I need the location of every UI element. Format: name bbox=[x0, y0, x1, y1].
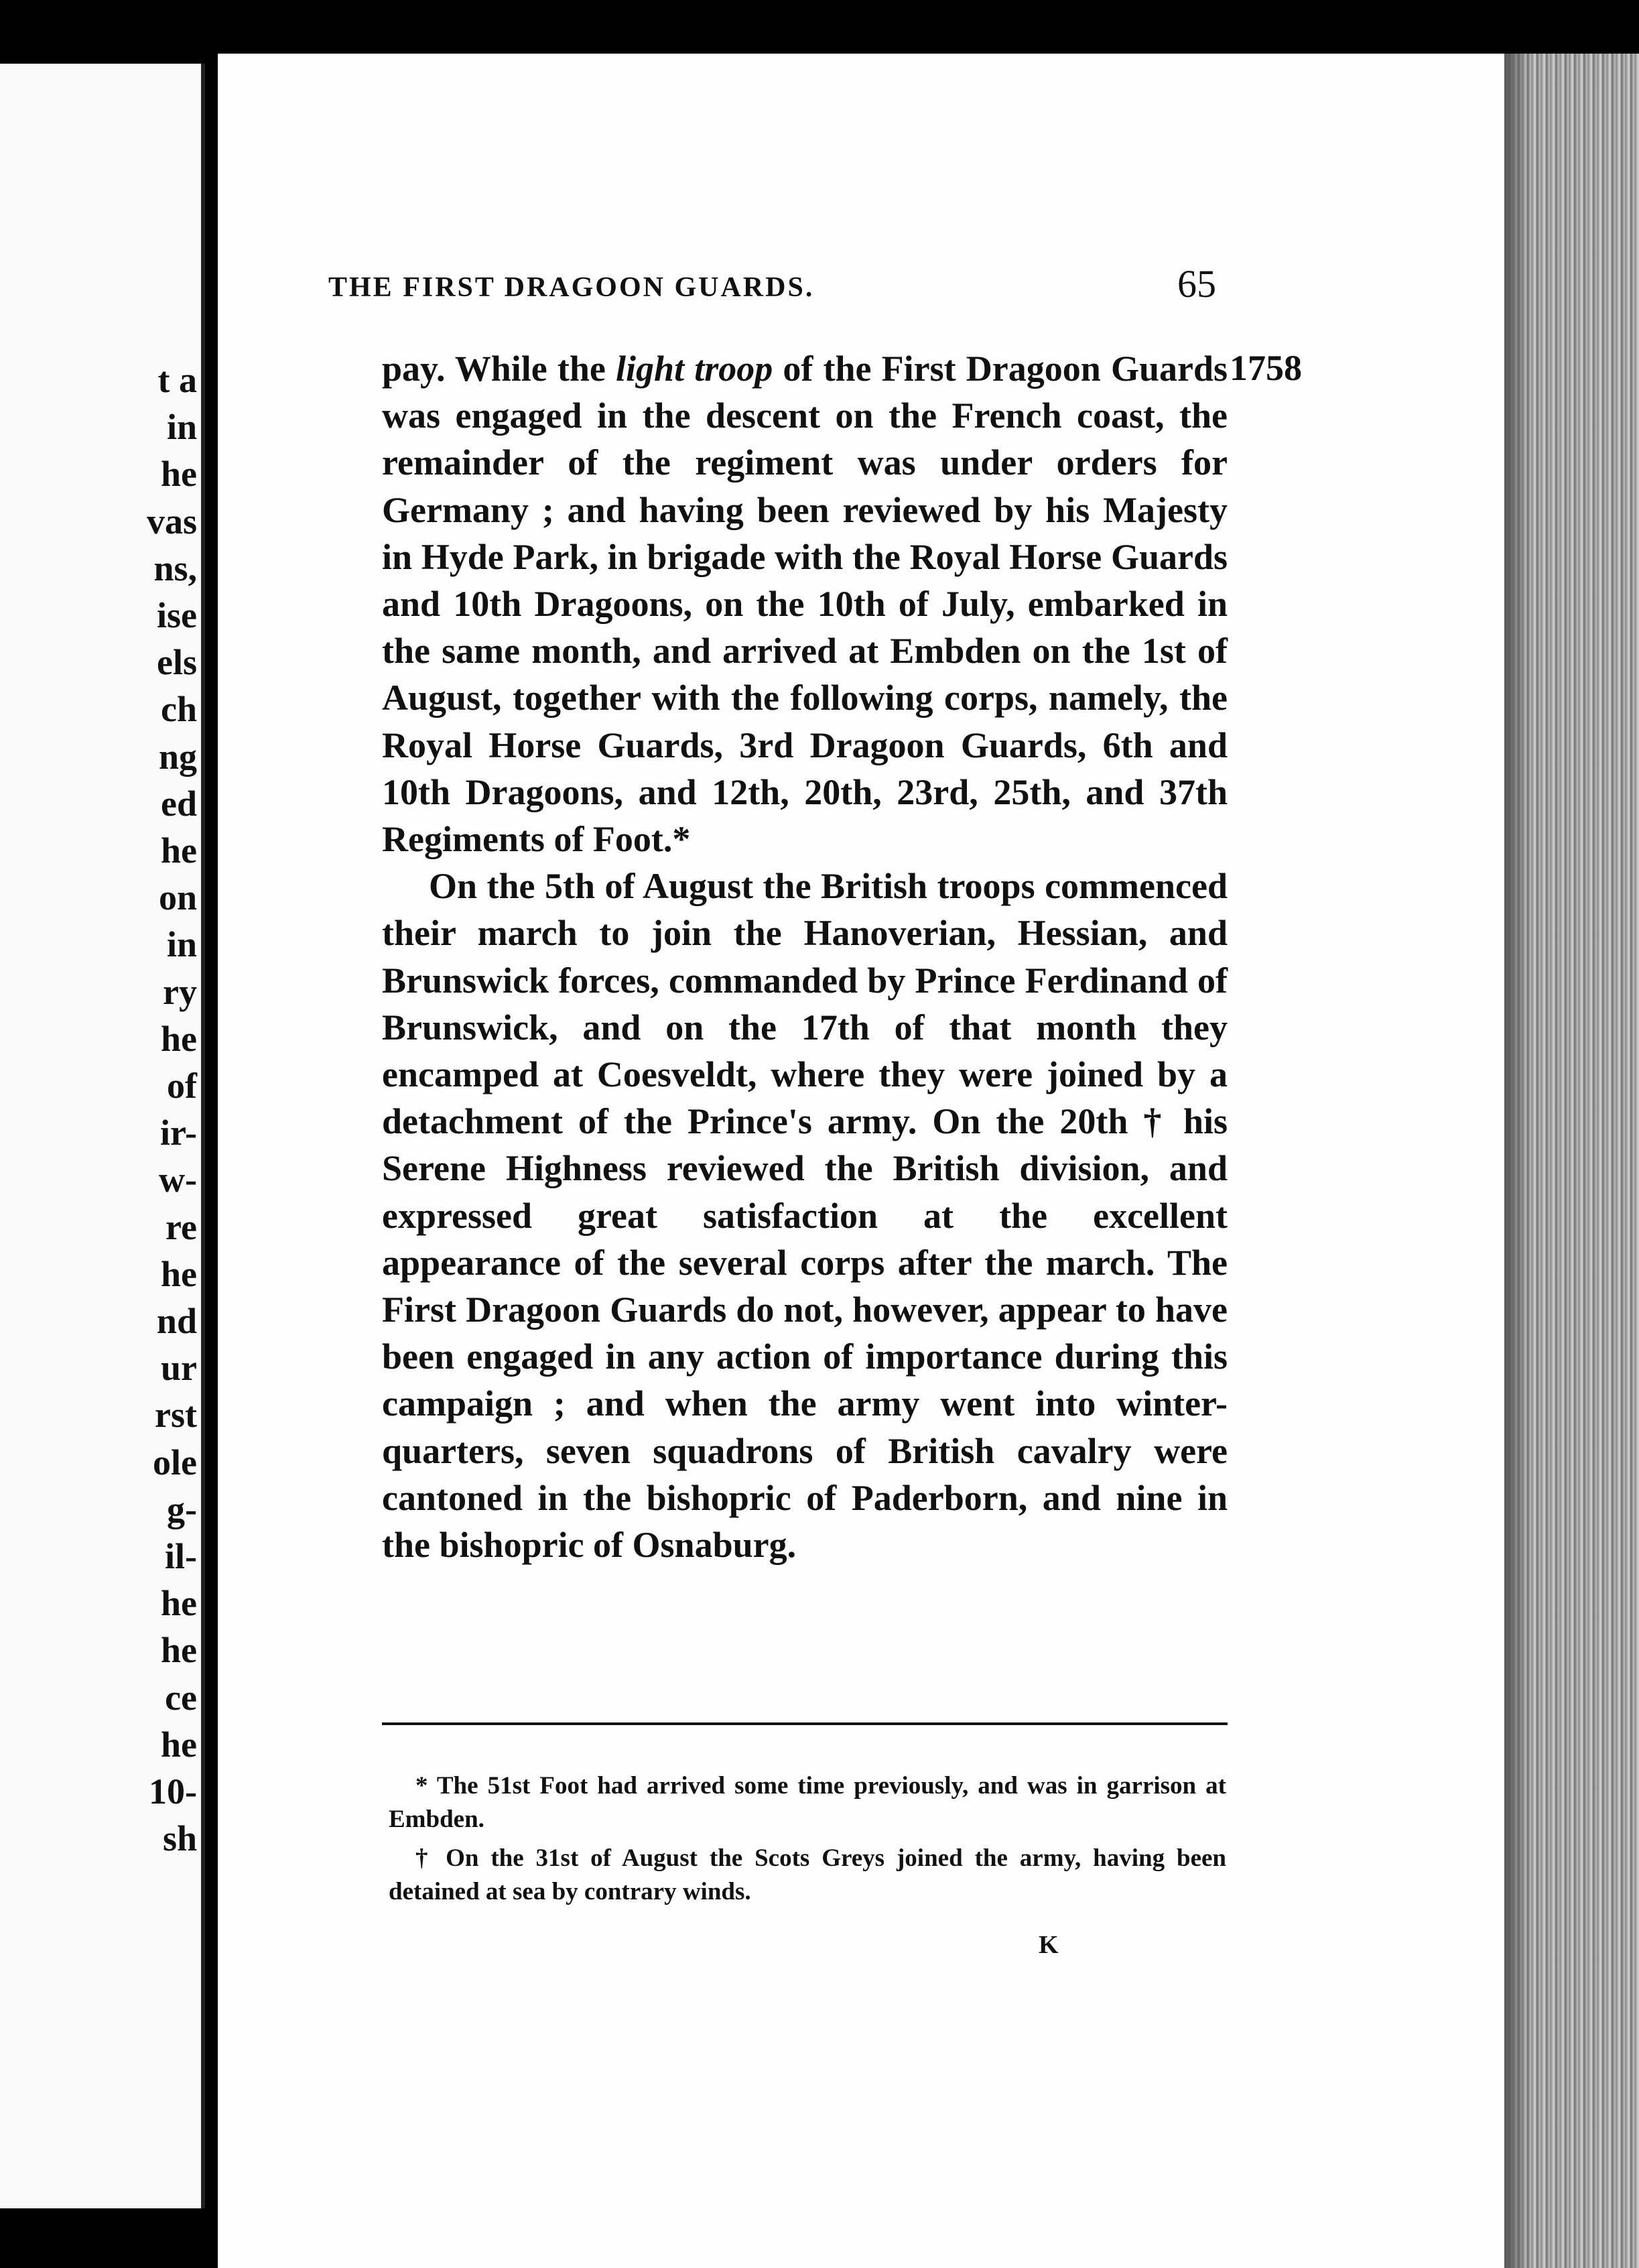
facing-page-fragment: he bbox=[161, 454, 197, 495]
facing-page-fragment: he bbox=[161, 1018, 197, 1059]
facing-page-fragment: he bbox=[161, 1724, 197, 1765]
facing-page-fragment: w- bbox=[159, 1159, 197, 1200]
facing-page-fragment: ng bbox=[158, 736, 197, 777]
page-edges-shadow bbox=[1504, 54, 1531, 2268]
facing-page-fragment: in bbox=[166, 924, 197, 965]
signature-mark: K bbox=[1039, 1931, 1059, 1959]
facing-page-fragment: he bbox=[161, 1253, 197, 1294]
margin-year: 1758 bbox=[1230, 348, 1302, 388]
paragraph-1-start: pay. While the bbox=[382, 349, 616, 389]
facing-page-fragment: sh bbox=[162, 1818, 197, 1859]
facing-page-fragment: of bbox=[167, 1066, 197, 1106]
facing-page-fragment: ole bbox=[153, 1442, 197, 1483]
facing-page-fragment: g- bbox=[167, 1489, 197, 1529]
paragraph-1 bbox=[382, 345, 1228, 863]
footnotes bbox=[389, 1769, 1226, 1914]
facing-page-fragment: re bbox=[166, 1206, 197, 1247]
facing-page-fragment: ce bbox=[165, 1677, 197, 1718]
facing-page-fragment: he bbox=[161, 1630, 197, 1671]
facing-page-fragment: ry bbox=[163, 971, 197, 1012]
facing-page-fragment: ur bbox=[161, 1348, 197, 1389]
body-text bbox=[382, 345, 1228, 1568]
paragraph-1-italic: light troop bbox=[616, 349, 773, 389]
facing-page-fragment: rst bbox=[155, 1395, 197, 1436]
facing-page-fragment: on bbox=[158, 877, 197, 918]
facing-page-fragment: ed bbox=[161, 783, 197, 824]
facing-page-fragment: ise bbox=[157, 595, 197, 635]
facing-page-fragment: t a bbox=[157, 360, 197, 400]
facing-page-fragment: ir- bbox=[160, 1113, 197, 1153]
facing-page-fragment: els bbox=[157, 642, 197, 683]
running-title: THE FIRST DRAGOON GUARDS. bbox=[328, 272, 815, 303]
facing-page-fragment: he bbox=[161, 830, 197, 871]
facing-page-fragment: nd bbox=[156, 1301, 197, 1341]
paragraph-2: On the 5th of August the British troops commenced their march to join the Hanoverian, Hessian, and Brunswick forces, commanded by Prince Ferdinand of Brunswick, and on the 17th of that month they encamped at Coesveldt, where they were joined by a detachment of the Prince's army. On the 20th † his Serene Highness reviewed the British division, and expressed great satisfaction at the excellent appearance of the several corps after the march. The First Dragoon Guards do not, however, appear to have been engaged in any action of importance during this campaign ; and when the army went into winter-quarters, seven squadrons of British cavalry were cantoned in the bishopric of Paderborn, and nine in the bishopric of Osnaburg. bbox=[382, 866, 1228, 1566]
facing-page-fragment: vas bbox=[146, 501, 197, 542]
facing-page-fragment: 10- bbox=[149, 1771, 197, 1812]
paragraph-1-rest: of the First Dragoon Guards was engaged in the descent on the French coast, the remainder of the regiment was under orders for Germany ; and having been reviewed by his Majesty in Hyde Park, in brigade with the Royal Horse Guards and 10th Dragoons, on the 10th of July, embarked in the same month, and arrived at Embden on the 1st of August, together with the following corps, namely, the Royal Horse Guards, 3rd Dragoon Guards, 6th and 10th Dragoons, and 12th, 20th, 23rd, 25th, and 37th Regiments of Foot.* bbox=[382, 349, 1228, 860]
footnote-1: * The 51st Foot had arrived some time previously, and was in garrison at Embden. bbox=[389, 1772, 1226, 1833]
page-number: 65 bbox=[1177, 262, 1216, 306]
footnote-rule bbox=[382, 1722, 1228, 1725]
facing-page-fragment: ns, bbox=[153, 548, 197, 588]
facing-page-fragment: in bbox=[166, 407, 197, 448]
footnote-2: † On the 31st of August the Scots Greys joined the army, having been detained at sea by contrary winds. bbox=[389, 1844, 1226, 1905]
facing-page-fragment: he bbox=[161, 1583, 197, 1624]
facing-page bbox=[0, 64, 205, 2208]
facing-page-fragment: ch bbox=[161, 689, 197, 730]
facing-page-fragment: il- bbox=[165, 1536, 197, 1576]
